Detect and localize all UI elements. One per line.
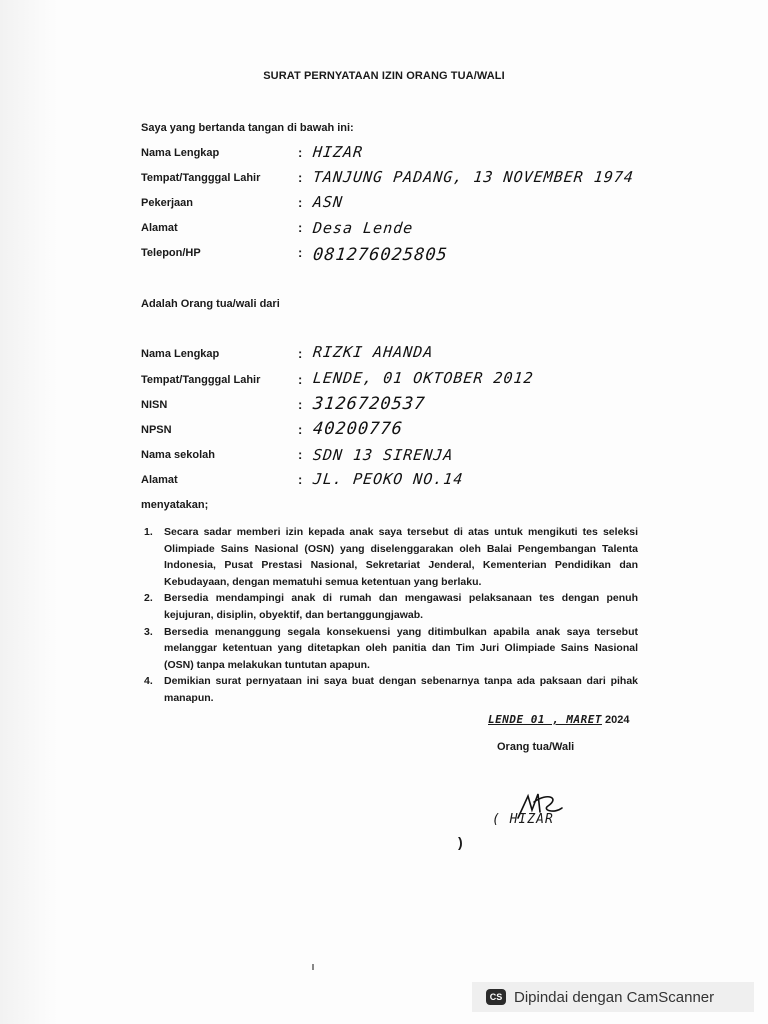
signature-line — [492, 812, 554, 827]
parent-name-label: Nama Lengkap — [141, 147, 220, 159]
colon: : — [298, 170, 303, 185]
parent-address-value: Desa Lende — [312, 219, 415, 237]
parent-birth-value: TANJUNG PADANG, 13 NOVEMBER 1974 — [312, 168, 635, 186]
colon: : — [298, 422, 303, 437]
parent-phone-value: 081276025805 — [311, 245, 449, 265]
child-birth-label: Tempat/Tangggal Lahir — [141, 374, 261, 386]
camscanner-watermark — [472, 982, 754, 1012]
statement-text: Secara sadar memberi izin kepada anak saya tersebut di atas untuk mengikuti tes seleksi Olimpiade Sains Nasional (OSN) yang diselenggarakan oleh Balai Pengembangan Talenta Indonesia, Pusat Prestasi Nasional, Sekretariat Jenderal, Kementerian Pendidikan dan Kebudayaan, dengan mematuhi semua ketentuan yang berlaku. — [164, 526, 638, 588]
document-title: SURAT PERNYATAAN IZIN ORANG TUA/WALI — [263, 70, 505, 82]
child-school-label: Nama sekolah — [141, 449, 215, 461]
parent-birth-label: Tempat/Tangggal Lahir — [141, 172, 261, 184]
colon: : — [298, 245, 303, 260]
child-npsn-label: NPSN — [141, 424, 172, 436]
colon: : — [298, 195, 303, 210]
parent-job-label: Pekerjaan — [141, 197, 193, 209]
place-date-year: 2024 — [605, 714, 630, 726]
colon: : — [298, 346, 303, 361]
colon: : — [298, 372, 303, 387]
scan-speck — [312, 964, 314, 970]
child-address-label: Alamat — [141, 474, 178, 486]
child-address-value: JL. PEOKO NO.14 — [312, 470, 465, 488]
statement-number: 3. — [144, 625, 153, 638]
child-nisn-value: 3126720537 — [311, 394, 427, 414]
child-school-value: SDN 13 SIRENJA — [312, 446, 455, 464]
colon: : — [298, 220, 303, 235]
colon: : — [298, 145, 303, 160]
parent-phone-label: Telepon/HP — [141, 247, 201, 259]
signature-name: HIZAR — [509, 812, 554, 827]
place-date — [488, 713, 630, 726]
statement-text: Bersedia mendampingi anak di rumah dan mengawasi pelaksanaan tes dengan penuh kejujuran, disiplin, obyektif, dan bertanggungjawab. — [164, 592, 638, 621]
relation-text: Adalah Orang tua/wali dari — [141, 298, 280, 310]
colon: : — [298, 472, 303, 487]
parent-name-value: HIZAR — [312, 143, 365, 161]
camscanner-icon: CS — [486, 989, 506, 1005]
colon: : — [298, 397, 303, 412]
camscanner-text: Dipindai dengan CamScanner — [514, 988, 715, 1006]
signature-close-paren: ) — [458, 834, 463, 850]
statement-number: 4. — [144, 675, 153, 688]
statement-item — [142, 673, 638, 706]
intro-text: Saya yang bertanda tangan di bawah ini: — [141, 122, 354, 134]
statement-text: Demikian surat pernyataan ini saya buat dengan sebenarnya tanpa ada paksaan dari pihak manapun. — [164, 675, 638, 704]
parent-job-value: ASN — [312, 193, 345, 211]
statement-list — [142, 524, 638, 707]
scan-edge-shadow — [0, 0, 58, 1024]
statement-number: 2. — [144, 592, 153, 605]
signer-role: Orang tua/Wali — [497, 741, 575, 753]
parent-address-label: Alamat — [141, 222, 178, 234]
child-name-label: Nama Lengkap — [141, 348, 220, 360]
statement-item — [142, 590, 638, 623]
signature-open-paren: ( — [492, 812, 501, 827]
declares-text: menyatakan; — [141, 499, 209, 511]
place-date-handwritten: LENDE 01 , MARET — [488, 713, 602, 726]
child-nisn-label: NISN — [141, 399, 168, 411]
colon: : — [298, 447, 303, 462]
child-birth-value: LENDE, 01 OKTOBER 2012 — [312, 369, 535, 387]
statement-text: Bersedia menanggung segala konsekuensi yang ditimbulkan apabila anak saya tersebut melanggar ketentuan yang ditetapkan oleh panitia dan Tim Juri Olimpiade Sains Nasional (OSN) tanpa melakukan tuntutan apapun. — [164, 625, 638, 671]
statement-item — [142, 524, 638, 590]
child-npsn-value: 40200776 — [311, 419, 404, 439]
statement-number: 1. — [144, 526, 153, 538]
statement-item — [142, 624, 638, 674]
child-name-value: RIZKI AHANDA — [312, 343, 435, 361]
